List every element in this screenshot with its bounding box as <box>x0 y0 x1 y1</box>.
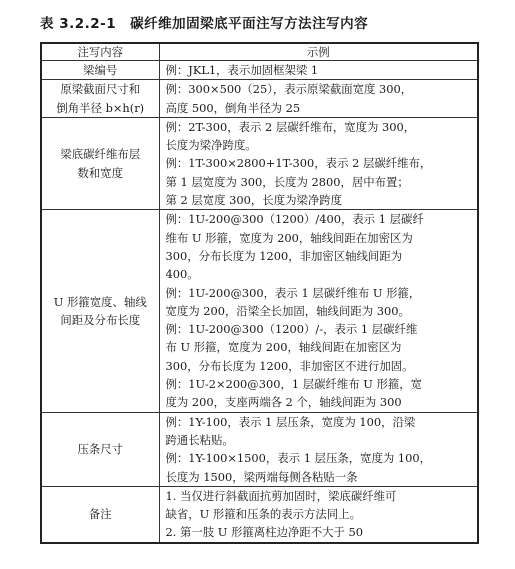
table-row <box>41 61 478 80</box>
table-row <box>41 80 478 118</box>
table-row <box>41 210 478 412</box>
row-example <box>159 80 478 118</box>
table-row <box>41 486 478 542</box>
table-row <box>41 117 478 209</box>
row-label <box>41 486 159 542</box>
header-annotation-content: 注写内容 <box>41 43 159 61</box>
example-line: 高度 500，倒角半径为 25 <box>165 100 301 115</box>
example-line: 长度为梁净跨度。 <box>165 138 257 153</box>
row-label-line: 压条尺寸 <box>77 442 124 457</box>
row-label <box>41 210 159 412</box>
row-label <box>41 412 159 486</box>
example-line: 例：2T-300，表示 2 层碳纤维布，宽度为 300， <box>165 119 416 134</box>
annotation-table <box>40 42 479 544</box>
row-label-line: 梁编号 <box>83 63 118 77</box>
example-line: 300，分布长度为 1200，非加密区轴线间距为 <box>165 248 403 263</box>
row-label-line: 原梁截面尺寸和 <box>60 82 141 97</box>
row-example <box>159 61 478 80</box>
example-line: 布 U 形箍，宽度为 200，轴线间距在加密区为 <box>165 340 402 355</box>
example-line: 2. 第一肢 U 形箍离柱边净距不大于 50 <box>165 525 364 540</box>
example-line: 例：1U-2×200@300，1 层碳纤维布 U 形箍，宽 <box>165 377 423 392</box>
example-line: 例：1Y-100，表示 1 层压条，宽度为 100，沿梁 <box>165 414 416 429</box>
row-label-line: 梁底碳纤维布层 <box>60 147 141 162</box>
row-example <box>159 486 478 542</box>
example-line: 300，分布长度为 1200，非加密区不进行加固。 <box>165 358 414 373</box>
example-line: 例：1U-200@300，表示 1 层碳纤维布 U 形箍， <box>165 285 421 300</box>
example-line: 1. 当仅进行斜截面抗剪加固时，梁底碳纤维可 <box>165 488 397 503</box>
example-line: 缺省，U 形箍和压条的表示方法同上。 <box>165 507 361 522</box>
row-example <box>159 412 478 486</box>
example-line: 长度为 1500，梁两端每侧各粘贴一条 <box>165 469 358 484</box>
example-line: 维布 U 形箍，宽度为 200，轴线间距在加密区为 <box>165 230 413 245</box>
example-line: 例：1U-200@300（1200）/-，表示 1 层碳纤维 <box>165 322 418 337</box>
row-label <box>41 117 159 209</box>
row-label <box>41 61 159 80</box>
row-label-line: 倒角半径 b×h(r) <box>56 100 145 115</box>
header-row <box>41 43 478 61</box>
table-caption: 表 3.2.2-1 碳纤维加固梁底平面注写方法注写内容 <box>40 16 369 32</box>
row-label-line: 间距及分布长度 <box>60 313 141 327</box>
header-example: 示例 <box>159 43 478 61</box>
row-example <box>159 210 478 412</box>
example-line: 400。 <box>165 267 199 282</box>
table-row <box>41 412 478 486</box>
example-line: 例：JKL1，表示加固框架梁 1 <box>165 63 319 77</box>
example-line: 例：1U-200@300（1200）/400，表示 1 层碳纤 <box>165 212 424 227</box>
example-line: 第 2 层宽度 300，长度为梁净跨度 <box>165 193 343 208</box>
example-line: 宽度为 200，沿梁全长加固，轴线间距为 300。 <box>165 303 410 318</box>
example-line: 例：1T-300×2800+1T-300，表示 2 层碳纤维布， <box>165 156 432 171</box>
example-line: 例：1Y-100×1500，表示 1 层压条，宽度为 100， <box>165 451 432 466</box>
row-example <box>159 117 478 209</box>
row-label <box>41 80 159 118</box>
example-line: 例：300×500（25），表示原梁截面宽度 300， <box>165 82 413 97</box>
example-line: 度为 200，支座两端各 2 个，轴线间距为 300 <box>165 395 402 410</box>
row-label-line: U 形箍宽度、轴线 <box>53 294 147 309</box>
row-label-line: 备注 <box>88 507 112 522</box>
example-line: 第 1 层宽度为 300，长度为 2800，居中布置； <box>165 174 409 189</box>
row-label-line: 数和宽度 <box>77 165 124 180</box>
example-line: 跨通长粘贴。 <box>165 432 234 447</box>
